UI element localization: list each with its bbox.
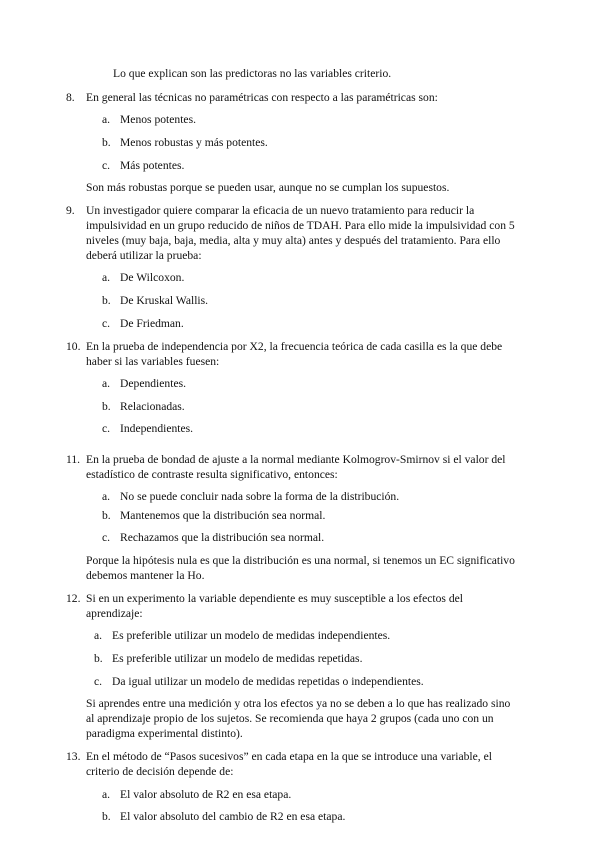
option-letter: c.: [94, 675, 103, 688]
option-11a: [102, 489, 399, 504]
option-text: No se puede concluir nada sobre la forma de la distribución.: [120, 490, 400, 503]
option-letter: a.: [94, 629, 103, 642]
intro-note: Lo que explican son las predictoras no las variables criterio.: [113, 67, 392, 80]
option-letter: b.: [102, 400, 111, 413]
option-text: Mantenemos que la distribución sea normal.: [120, 509, 326, 522]
option-10b: [102, 399, 185, 414]
question-text: En general las técnicas no paramétricas con respecto a las paramétricas son:: [86, 91, 438, 104]
option-13a: [102, 787, 291, 802]
answer-note-8: Son más robustas porque se pueden usar, aunque no se cumplan los supuestos.: [86, 181, 450, 194]
option-letter: b.: [102, 509, 111, 522]
option-text: Rechazamos que la distribución sea normal.: [120, 531, 325, 544]
option-11c: [102, 530, 324, 545]
option-text: Relacionadas.: [120, 400, 185, 413]
option-letter: b.: [102, 136, 111, 149]
option-letter: a.: [102, 490, 111, 503]
option-12c: [94, 674, 424, 689]
option-8a: [102, 112, 196, 127]
question-number: 13.: [66, 750, 81, 763]
question-text: En la prueba de bondad de ajuste a la normal mediante Kolmogrov-Smirnov si el valor del estadístico de contraste resulta significativo, entonces:: [86, 453, 506, 481]
answer-note-11: Porque la hipótesis nula es que la distribución es una normal, si tenemos un EC significativo debemos mantener la Ho.: [86, 554, 515, 582]
option-text: Dependientes.: [120, 377, 186, 390]
option-letter: c.: [102, 531, 111, 544]
option-9c: [102, 316, 184, 331]
question-number: 9.: [66, 204, 75, 217]
option-13b: [102, 809, 345, 824]
question-text: Un investigador quiere comparar la eficacia de un nuevo tratamiento para reducir la impulsividad en un grupo reducido de niños de TDAH. Para ello mide la impulsividad con 5 niveles (muy baja, baja, media, alta y muy alta) antes y después del tratamiento. Para ello deberá utilizar la prueba:: [86, 204, 515, 262]
option-text: Es preferible utilizar un modelo de medidas repetidas.: [112, 652, 363, 665]
option-text: Más potentes.: [120, 159, 185, 172]
option-letter: a.: [102, 377, 111, 390]
option-9b: [102, 293, 208, 308]
option-12a: [94, 628, 390, 643]
option-text: De Friedman.: [120, 317, 184, 330]
option-letter: c.: [102, 159, 111, 172]
question-number: 12.: [66, 592, 81, 605]
option-text: Independientes.: [120, 422, 194, 435]
option-letter: a.: [102, 113, 111, 126]
option-text: Es preferible utilizar un modelo de medidas independientes.: [112, 629, 391, 642]
answer-note-12: Si aprendes entre una medición y otra los efectos ya no se deben a lo que has realizado sino al aprendizaje propio de los sujetos. Se recomienda que haya 2 grupos (cada uno con un paradigma experimental distinto).: [86, 697, 511, 740]
option-text: Da igual utilizar un modelo de medidas repetidas o independientes.: [112, 675, 424, 688]
question-number: 11.: [66, 453, 81, 466]
option-letter: b.: [102, 294, 111, 307]
option-8c: [102, 158, 184, 173]
option-letter: b.: [94, 652, 103, 665]
option-12b: [94, 651, 362, 666]
option-text: De Wilcoxon.: [120, 271, 185, 284]
option-9a: [102, 270, 184, 285]
option-letter: a.: [102, 788, 111, 801]
option-letter: a.: [102, 271, 111, 284]
question-text: En el método de “Pasos sucesivos” en cada etapa en la que se introduce una variable, el criterio de decisión depende de:: [86, 750, 492, 778]
option-text: Menos potentes.: [120, 113, 196, 126]
option-letter: c.: [102, 422, 111, 435]
option-text: De Kruskal Wallis.: [120, 294, 209, 307]
option-10c: [102, 421, 193, 436]
question-text: Si en un experimento la variable dependiente es muy susceptible a los efectos del aprendizaje:: [86, 592, 463, 620]
question-number: 8.: [66, 91, 75, 104]
option-11b: [102, 508, 325, 523]
option-text: El valor absoluto de R2 en esa etapa.: [120, 788, 292, 801]
question-text: En la prueba de independencia por X2, la frecuencia teórica de cada casilla es la que debe haber si las variables fuesen:: [86, 340, 503, 368]
option-letter: c.: [102, 317, 111, 330]
option-text: El valor absoluto del cambio de R2 en esa etapa.: [120, 810, 346, 823]
option-10a: [102, 376, 186, 391]
option-letter: b.: [102, 810, 111, 823]
option-text: Menos robustas y más potentes.: [120, 136, 268, 149]
option-8b: [102, 135, 268, 150]
question-number: 10.: [66, 340, 81, 353]
